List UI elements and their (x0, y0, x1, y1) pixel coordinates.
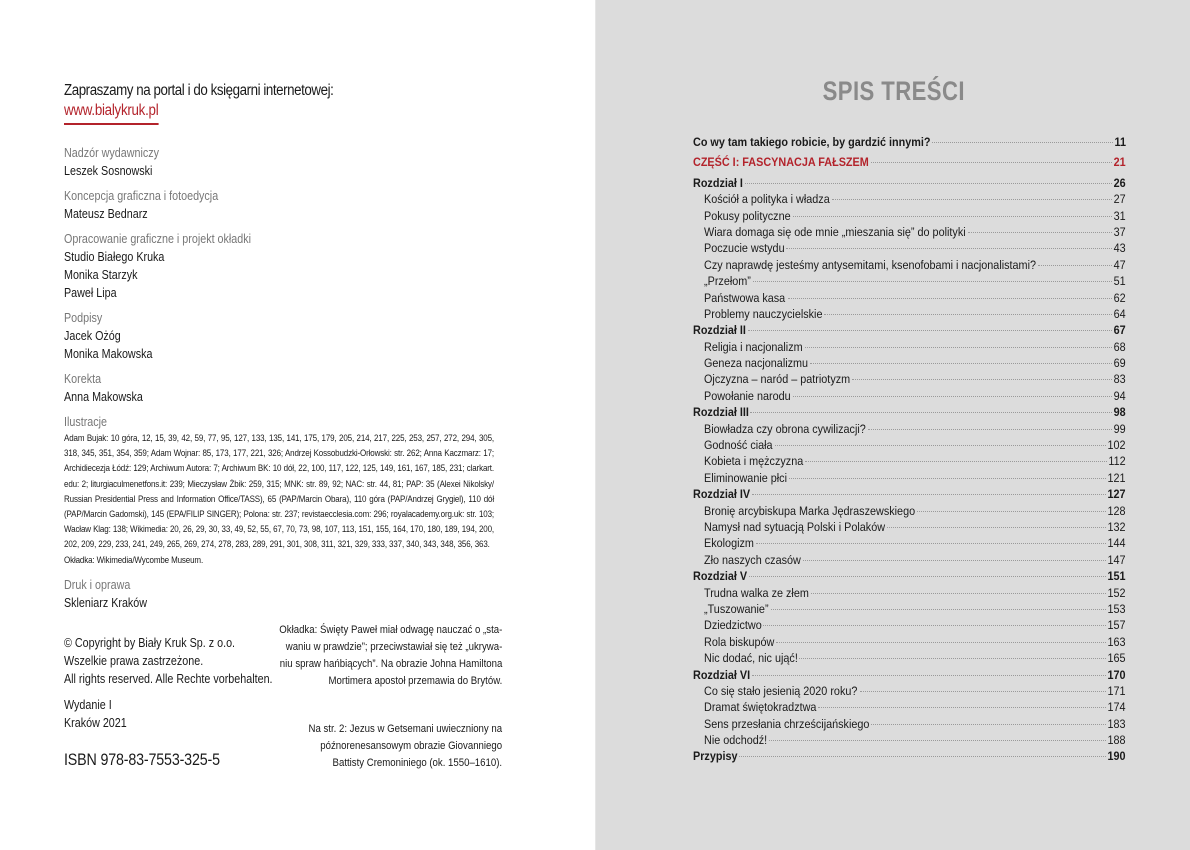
toc-entry-title: Bronię arcybiskupa Marka Jędraszewskiego (704, 503, 916, 518)
credit-value: Paweł Lipa (64, 286, 117, 300)
toc-entry-page: 183 (1107, 716, 1126, 731)
dot-leader (793, 216, 1112, 217)
dot-leader (805, 347, 1113, 348)
toc-entry-title: Zło naszych czasów (704, 552, 801, 567)
toc-entry-sub[interactable] (693, 339, 1126, 355)
toc-entry-page: 147 (1107, 552, 1126, 567)
toc-entry-title: „Przełom” (704, 274, 751, 289)
toc-entry-title: Biowładza czy obrona cywilizacji? (704, 421, 866, 436)
toc-entry-title: Godność ciała (704, 438, 773, 453)
illustrations-group (64, 413, 504, 568)
credit-value: Anna Makowska (64, 390, 143, 404)
toc-entry-sub[interactable] (693, 552, 1126, 568)
print-value: Skleniarz Kraków (64, 596, 148, 610)
toc-entry-sub[interactable] (693, 388, 1126, 404)
toc-entry-page: 171 (1107, 683, 1126, 698)
toc-entry-title: Co się stało jesienią 2020 roku? (704, 683, 858, 698)
toc-entry-sub[interactable] (693, 437, 1126, 453)
toc-entry-sub[interactable] (693, 421, 1126, 437)
toc-entry-sub[interactable] (693, 290, 1126, 306)
dot-leader (748, 330, 1112, 331)
toc-entry-page: 157 (1107, 618, 1126, 633)
toc-entry-page: 151 (1107, 569, 1126, 584)
toc-entry-title: Rozdział II (693, 323, 746, 338)
toc-entry-sub[interactable] (693, 634, 1126, 650)
toc-entry-sub[interactable] (693, 617, 1126, 633)
toc-entry-title: Geneza nacjonalizmu (704, 356, 809, 371)
toc-entry-title: „Tuszowanie” (704, 601, 769, 616)
toc-entry-title: Wiara domaga się ode mnie „mieszania się” do polityki (704, 224, 966, 239)
toc-entry-page: 165 (1107, 651, 1126, 666)
toc-entry-page: 174 (1107, 700, 1126, 715)
credits-block (64, 144, 504, 568)
toc-entry-title: Rozdział IV (693, 487, 751, 502)
toc-entry-title: Czy naprawdę jesteśmy antysemitami, ksenofobami i nacjonalistami? (704, 257, 1036, 272)
dot-leader (775, 445, 1107, 446)
toc-entry-sub[interactable] (693, 716, 1126, 732)
toc-entry-sub[interactable] (693, 257, 1126, 273)
toc-entry-title: Poczucie wstydu (704, 241, 785, 256)
dot-leader (793, 396, 1112, 397)
toc-entry-lead[interactable] (693, 134, 1126, 150)
toc-entry-page: 62 (1113, 290, 1126, 305)
credit-label: Nadzór wydawniczy (64, 146, 160, 160)
toc-entry-sub[interactable] (693, 470, 1126, 486)
dot-leader (750, 412, 1112, 413)
toc-entry-chapter[interactable] (693, 486, 1126, 502)
credit-label: Korekta (64, 372, 102, 386)
edition-line: Wydanie I (64, 698, 112, 712)
toc-entry-page: 121 (1107, 470, 1126, 485)
toc-entry-title: Sens przesłania chrześcijańskiego (704, 716, 870, 731)
toc-entry-title: Namysł nad sytuacją Polski i Polaków (704, 519, 886, 534)
credit-value: Monika Starzyk (64, 268, 138, 282)
toc-entry-title: Pokusy polityczne (704, 208, 791, 223)
toc-entry-page: 27 (1113, 192, 1126, 207)
dot-leader (788, 298, 1113, 299)
toc-entry-sub[interactable] (693, 535, 1126, 551)
toc-entry-chapter[interactable] (693, 568, 1126, 584)
toc-entry-page: 94 (1113, 388, 1126, 403)
toc-entry-title: Nic dodać, nic ująć! (704, 651, 798, 666)
credit-value: Jacek Ożóg (64, 329, 121, 343)
caption-line: Battisty Cremoniniego (ok. 1550–1610). (332, 757, 502, 769)
toc-entry-page: 68 (1113, 339, 1126, 354)
dot-leader (745, 183, 1113, 184)
toc-entry-sub[interactable] (693, 601, 1126, 617)
dot-leader (811, 593, 1106, 594)
toc-entry-title: Dramat świętokradztwa (704, 700, 817, 715)
dot-leader (810, 363, 1112, 364)
toc-entry-page: 43 (1113, 241, 1126, 256)
caption-line: późnorenesansowym obrazie Giovanniego (320, 740, 502, 752)
cover-caption (243, 622, 502, 690)
toc-entry-page: 69 (1113, 356, 1126, 371)
toc-entry-title: Rola biskupów (704, 634, 775, 649)
dot-leader (769, 740, 1106, 741)
toc-entry-page: 144 (1107, 536, 1126, 551)
toc-entry-sub[interactable] (693, 453, 1126, 469)
caption-line: Okładka: Święty Paweł miał odwagę nauczać o „sta- (279, 624, 502, 636)
toc-page (595, 0, 1190, 850)
dot-leader (753, 281, 1112, 282)
invite-text: Zapraszamy na portal i do księgarni internetowej: (64, 82, 334, 99)
toc-entry-title: Co wy tam takiego robicie, by gardzić innymi? (693, 135, 931, 149)
credit-value: Studio Białego Kruka (64, 250, 165, 264)
toc-entry-page: 153 (1107, 601, 1126, 616)
toc-entry-sub[interactable] (693, 699, 1126, 715)
toc-entry-page: 127 (1107, 487, 1126, 502)
toc-entry-page: 98 (1113, 405, 1126, 420)
toc-entry-title: Powołanie narodu (704, 388, 791, 403)
toc-entry-sub[interactable] (693, 371, 1126, 387)
caption-line: waniu w prawdzie”; przeciwstawiał się też „ukrywa- (285, 641, 502, 653)
toc-entry-page: 37 (1113, 224, 1126, 239)
toc-entry-page: 152 (1107, 585, 1126, 600)
toc-entry-page: 31 (1113, 208, 1126, 223)
dot-leader (818, 707, 1106, 708)
dot-leader (1038, 265, 1112, 266)
dot-leader (749, 576, 1107, 577)
toc-entry-page: 132 (1107, 519, 1126, 534)
copyright-line: All rights reserved. Alle Rechte vorbehalten. (64, 672, 273, 686)
print-block (64, 576, 161, 612)
dot-leader (887, 527, 1107, 528)
toc-entry-title: Przypisy (693, 749, 738, 764)
dot-leader (852, 379, 1112, 380)
toc-entry-page: 188 (1107, 733, 1126, 748)
dot-leader (752, 675, 1106, 676)
credit-group (64, 187, 504, 223)
toc-entry-title: Trudna walka ze złem (704, 585, 809, 600)
isbn: ISBN 978-83-7553-325-5 (64, 750, 220, 769)
toc-entry-sub[interactable] (693, 683, 1126, 699)
toc-title (596, 76, 1190, 107)
toc-entry-title: Rozdział I (693, 175, 743, 190)
credit-label: Podpisy (64, 311, 103, 325)
illustrations-text: Adam Bujak: 10 góra, 12, 15, 39, 42, 59, 77, 95, 127, 133, 135, 141, 175, 179, 205, 214, 217, 225, 253, 257, 272, 294, 305, 318, 345, 351, 354, 359; Adam Wojnar: 85, 173, 177, 221, 326; Andrzej Kossobudzki-Orłowski: str. 262; Anna Kaczmarz: 17; Archidiecezja Łódź: 129; Archiwum Autora: 7; Archiwum BK: 10 dół, 22, 100, 117, 122, 125, 149, 161, 167, 185, 231; clarkart. edu: 2; liturgiaculmenetfons.it: 239; Mieczysław Żbik: 259, 315; MNK: str. 89, 92; NAC: str. 44, 81; PAP: 35 (Alexei Nikolsky/ Russian Presidential Press and Information Office/TASS), 65 (PAP/Marcin Obara), 110 góra (PAP/Andrzej Grygiel), 110 dół (PAP/Marcin Gadomski), 145 (EPA/FILIP SINGER); Polona: str. 237; revistaecclesia.com: 296; royalacademy.org.uk: str. 103; Wacław Klag: 138; Wikimedia: 20, 26, 29, 30, 33, 49, 52, 55, 67, 70, 73, 98, 107, 113, 151, 155, 164, 170, 180, 189, 194, 200, 202, 209, 229, 233, 241, 249, 265, 269, 274, 278, 283, 289, 291, 301, 308, 311, 321, 329, 333, 337, 340, 343, 348, 356, 363. (64, 433, 494, 550)
toc-entry-title: Religia i nacjonalizm (704, 339, 803, 354)
caption-line: Mortimera apostoł przemawia do Brytów. (328, 675, 502, 687)
toc-entry-title: Problemy nauczycielskie (704, 306, 823, 321)
toc-entry-page: 11 (1114, 135, 1126, 149)
toc-entry-title: CZĘŚĆ I: FASCYNACJA FAŁSZEM (693, 155, 869, 170)
page2-caption (277, 721, 502, 772)
cover-credit: Okładka: Wikimedia/Wycombe Museum. (64, 554, 204, 565)
credit-value: Mateusz Bednarz (64, 207, 148, 221)
dot-leader (789, 478, 1106, 479)
toc-entry-title: Eliminowanie płci (704, 470, 788, 485)
copyright-line: © Copyright by Biały Kruk Sp. z o.o. (64, 636, 236, 650)
toc-entry-sub[interactable] (693, 191, 1126, 207)
toc-entry-page: 64 (1113, 306, 1126, 321)
dot-leader (871, 162, 1113, 163)
toc-entry-page: 51 (1113, 274, 1126, 289)
website-link[interactable]: www.bialykruk.pl (64, 101, 158, 125)
credit-group (64, 144, 504, 180)
toc-entry-sub[interactable] (693, 585, 1126, 601)
toc-entry-sub[interactable] (693, 306, 1126, 322)
toc-entry-chapter[interactable] (693, 667, 1126, 683)
credit-group (64, 309, 504, 363)
caption-line: Na str. 2: Jezus w Getsemani uwieczniony na (308, 723, 502, 735)
toc-entry-sub[interactable] (693, 650, 1126, 666)
toc-entry-title: Nie odchodź! (704, 733, 768, 748)
toc-entry-page: 128 (1107, 503, 1126, 518)
toc-entry-chapter[interactable] (693, 175, 1126, 191)
toc-entry-page: 26 (1113, 175, 1126, 190)
dot-leader (932, 142, 1112, 143)
edition-block (64, 696, 137, 732)
dot-leader (860, 691, 1107, 692)
dot-leader (968, 232, 1112, 233)
dot-leader (771, 609, 1106, 610)
toc-entry-page: 102 (1107, 438, 1126, 453)
print-label: Druk i oprawa (64, 578, 131, 592)
caption-line: niu spraw hańbiących”. Na obrazie Johna Hamiltona (279, 658, 502, 670)
invite-block (64, 81, 384, 125)
toc-entry-page: 47 (1113, 257, 1126, 272)
dot-leader (763, 625, 1106, 626)
dot-leader (799, 658, 1106, 659)
copyright-line: Wszelkie prawa zastrzeżone. (64, 654, 204, 668)
toc-entry-title: Kościół a polityka i władza (704, 192, 830, 207)
dot-leader (824, 314, 1112, 315)
toc-entry-title: Rozdział VI (693, 667, 751, 682)
toc-entry-page: 163 (1107, 634, 1126, 649)
toc-entry-page: 190 (1107, 749, 1126, 764)
toc-entry-sub[interactable] (693, 519, 1126, 535)
toc-entry-part[interactable] (693, 154, 1126, 170)
toc-entry-notes[interactable] (693, 748, 1126, 764)
toc-entry-title: Ojczyzna – naród – patriotyzm (704, 372, 851, 387)
dot-leader (805, 461, 1107, 462)
toc-entry-sub[interactable] (693, 503, 1126, 519)
dot-leader (868, 429, 1113, 430)
toc-entry-page: 170 (1107, 667, 1126, 682)
toc-entry-page: 99 (1113, 421, 1126, 436)
credit-value: Monika Makowska (64, 347, 153, 361)
toc-title-text: SPIS TREŚCI (822, 76, 965, 106)
toc-entry-sub[interactable] (693, 240, 1126, 256)
dot-leader (739, 756, 1106, 757)
dot-leader (803, 560, 1107, 561)
credit-group (64, 370, 504, 406)
dot-leader (917, 511, 1106, 512)
toc-entry-title: Rozdział III (693, 405, 749, 420)
dot-leader (871, 724, 1106, 725)
illustrations-label: Ilustracje (64, 415, 108, 429)
dot-leader (832, 199, 1113, 200)
credit-label: Koncepcja graficzna i fotoedycja (64, 189, 219, 203)
dot-leader (752, 494, 1106, 495)
toc-entry-title: Ekologizm (704, 536, 754, 551)
dot-leader (776, 642, 1106, 643)
toc-entry-title: Rozdział V (693, 569, 748, 584)
toc-entry-title: Dziedzictwo (704, 618, 762, 633)
toc-entry-sub[interactable] (693, 273, 1126, 289)
edition-line: Kraków 2021 (64, 716, 127, 730)
toc-entry-sub[interactable] (693, 224, 1126, 240)
toc-entry-page: 112 (1108, 454, 1126, 469)
toc-entry-chapter[interactable] (693, 322, 1126, 338)
credit-label: Opracowanie graficzne i projekt okładki (64, 232, 252, 246)
toc-entry-sub[interactable] (693, 732, 1126, 748)
toc-entry-page: 21 (1113, 155, 1126, 170)
table-of-contents (693, 134, 1126, 765)
credit-value: Leszek Sosnowski (64, 164, 153, 178)
credit-group (64, 230, 504, 302)
dot-leader (756, 543, 1107, 544)
toc-entry-title: Kobieta i mężczyzna (704, 454, 804, 469)
toc-entry-chapter[interactable] (693, 404, 1126, 420)
toc-entry-sub[interactable] (693, 355, 1126, 371)
toc-entry-page: 83 (1113, 372, 1126, 387)
dot-leader (786, 248, 1112, 249)
toc-entry-title: Państwowa kasa (704, 290, 786, 305)
toc-entry-page: 67 (1113, 323, 1126, 338)
toc-entry-sub[interactable] (693, 208, 1126, 224)
